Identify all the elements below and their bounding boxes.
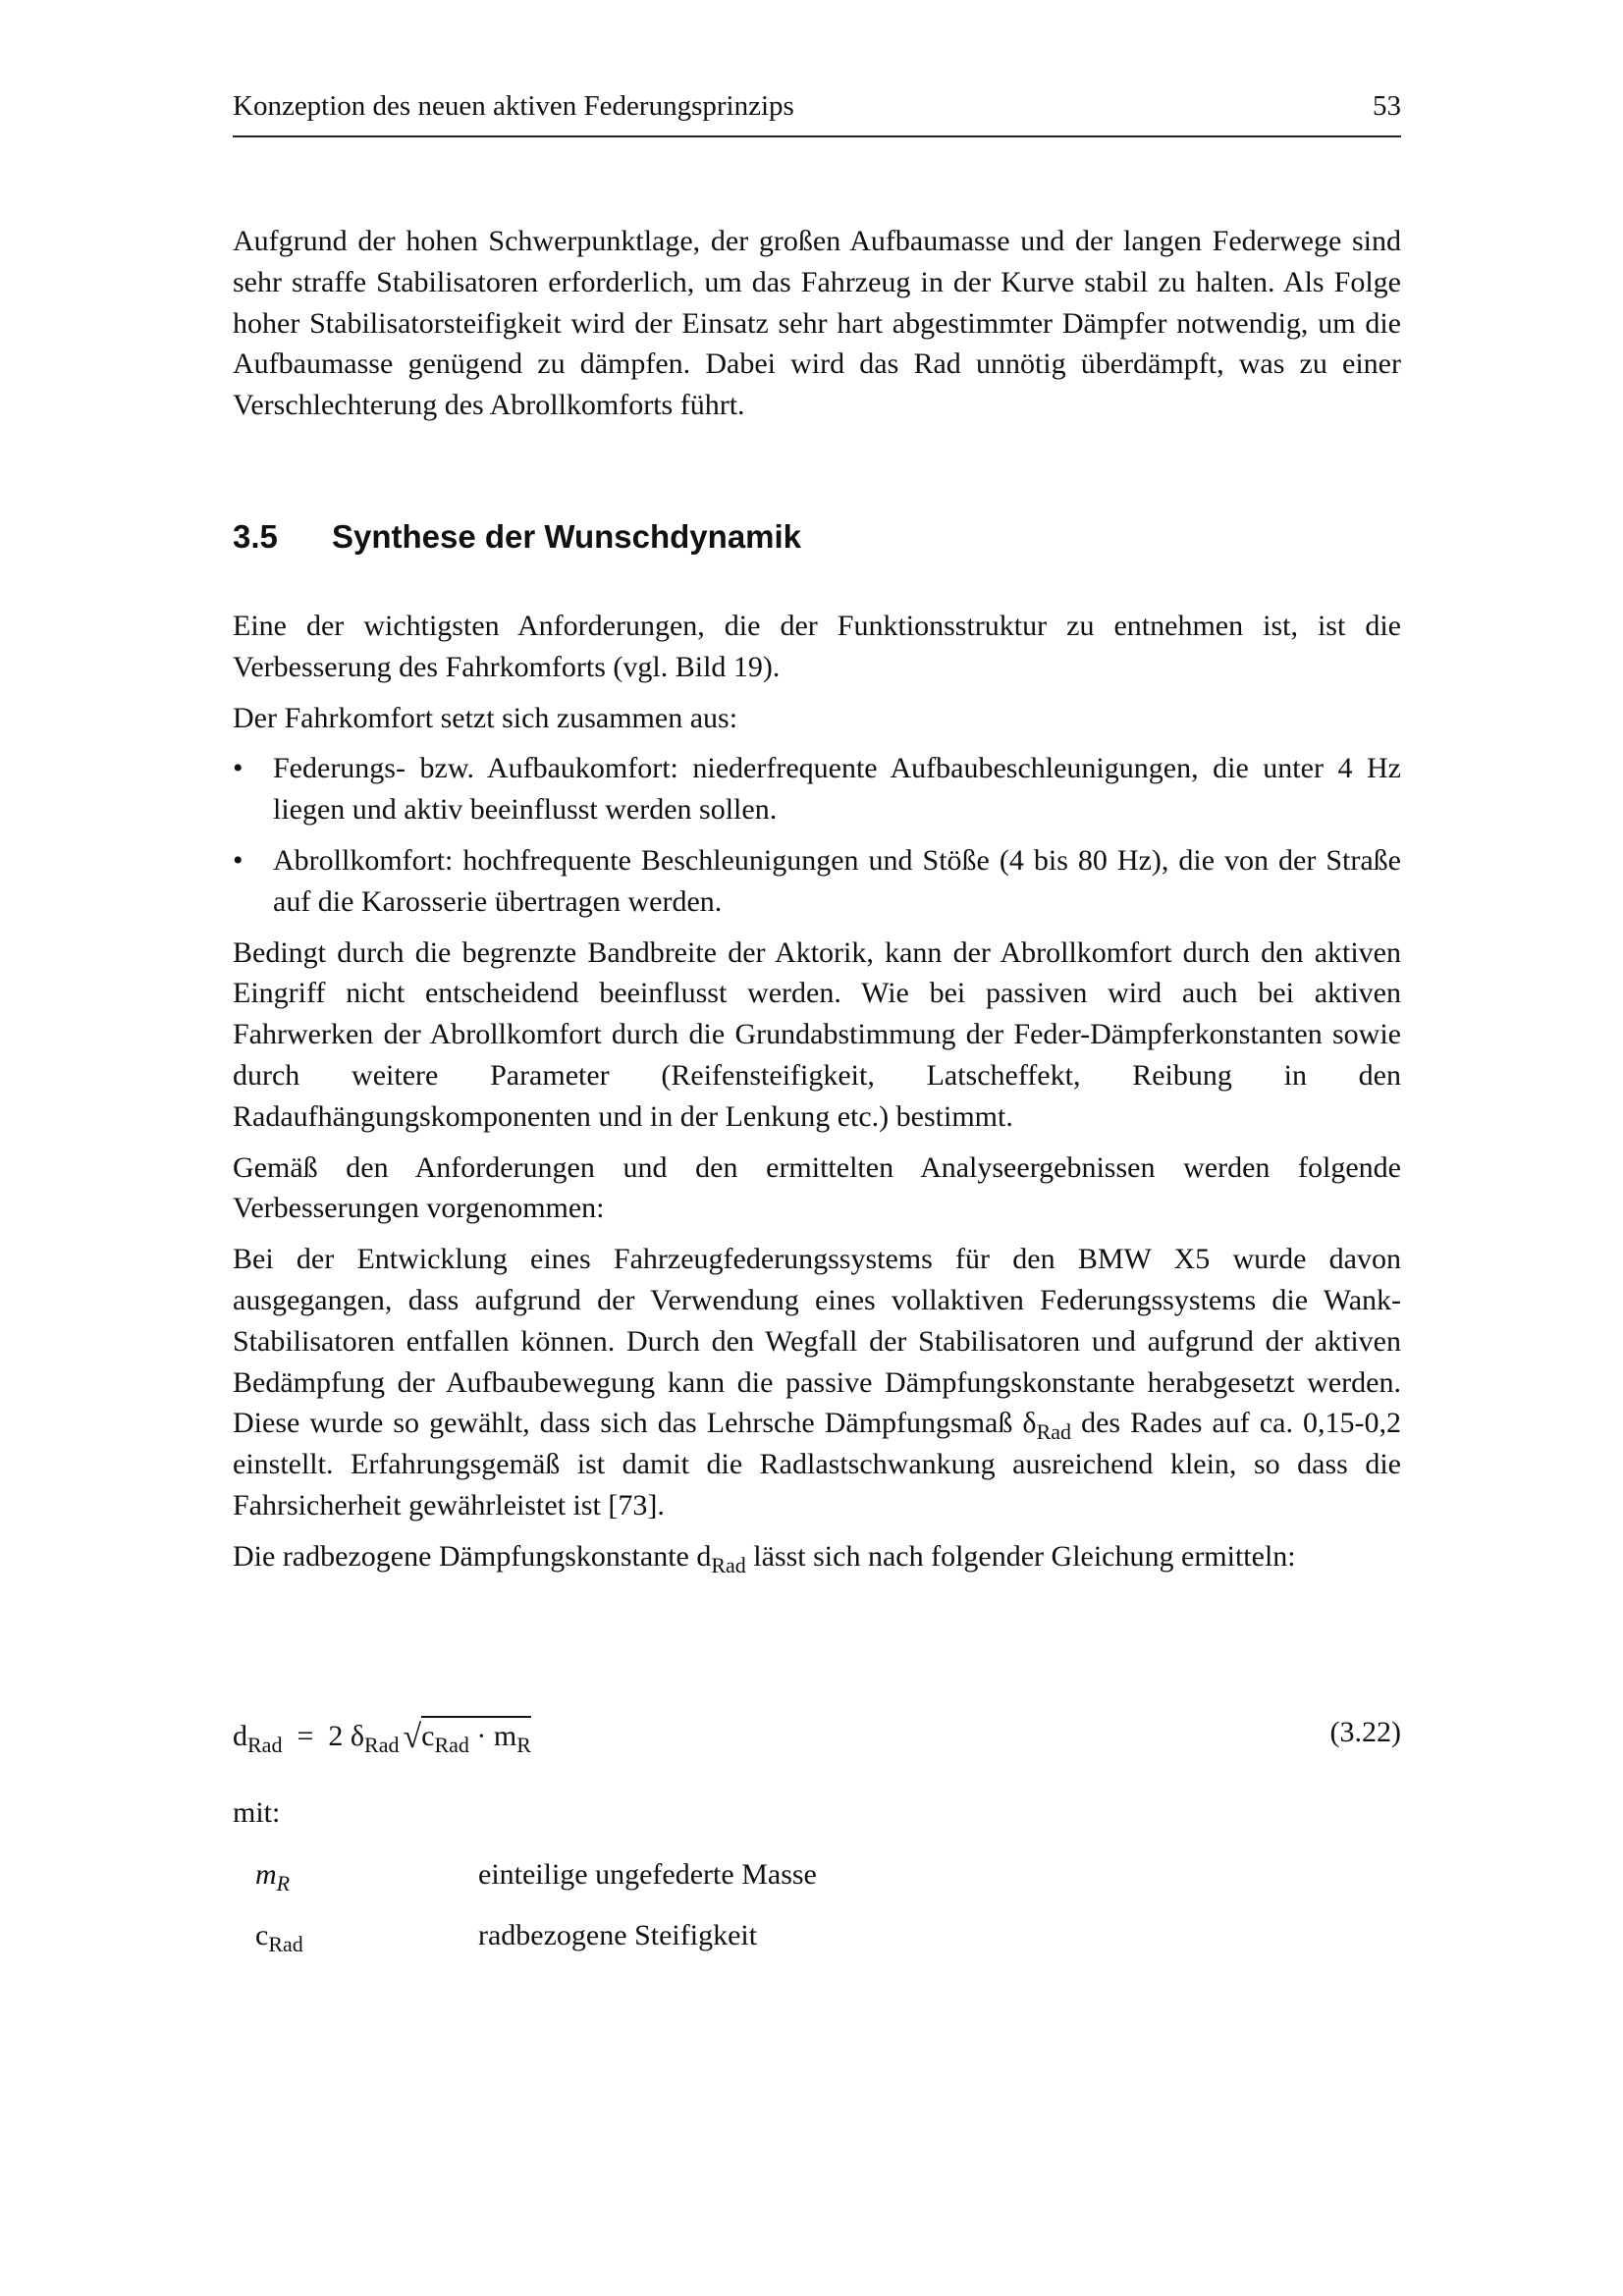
equation-body: [233, 1716, 531, 1757]
paragraph-1: Aufgrund der hohen Schwerpunktlage, der großen Aufbaumasse und der langen Federwege sind sehr straffe Stabilisatoren erforderlich, um das Fahrzeug in der Kurve stabil zu halten. Als Folge hoher Stabilisatorsteifigkeit wird der Einsatz sehr hart abgestimmter Dämpfer notwendig, um die Aufbaumasse genügend zu dämpfen. Dabei wird das Rad unnötig überdämpft, was zu einer Verschlechterung des Abrollkomforts führt.: [233, 225, 1401, 422]
header-title: Konzeption des neuen aktiven Federungsprinzips: [233, 90, 794, 122]
paragraph-7: [233, 1536, 1401, 1577]
paragraph-6: [233, 1239, 1401, 1526]
bullet-list: [233, 748, 1401, 922]
list-item: [233, 840, 1401, 923]
section-heading: [233, 518, 801, 556]
paragraph-7-text-end: lässt sich nach folgender Gleichung ermitteln:: [745, 1539, 1296, 1573]
eq-delta-subscript: Rad: [364, 1733, 400, 1757]
bullet-text: Federungs- bzw. Aufbaukomfort: niederfrequente Aufbaubeschleunigungen, die unter 4 Hz liegen und aktiv beeinflusst werden sollen.: [273, 752, 1401, 827]
paragraph-2: Eine der wichtigsten Anforderungen, die der Funktionsstruktur zu entnehmen ist, ist die Verbesserung des Fahrkomforts (vgl. Bild 19).: [233, 610, 1401, 683]
legend-symbol-sub: Rad: [268, 1932, 303, 1956]
eq-c-symbol: c: [421, 1720, 435, 1752]
legend-row: [255, 1919, 758, 1956]
eq-coefficient: 2: [328, 1720, 344, 1752]
legend-description: einteilige ungefederte Masse: [478, 1858, 817, 1891]
paragraph-5: Gemäß den Anforderungen und den ermittelten Analyseergebnissen werden folgende Verbesserungen vorgenommen:: [233, 1150, 1401, 1225]
running-header: [233, 90, 1401, 137]
bullet-text: Abrollkomfort: hochfrequente Beschleunigungen und Stöße (4 bis 80 Hz), die von der Straße auf die Karosserie übertragen werden.: [273, 843, 1401, 918]
list-item: [233, 748, 1401, 830]
paragraph-3: Der Fahrkomfort setzt sich zusammen aus:: [233, 701, 738, 734]
radical-icon: √: [403, 1719, 422, 1755]
delta-symbol: δ: [1022, 1407, 1037, 1440]
legend-description: radbezogene Steifigkeit: [478, 1919, 758, 1951]
eq-c-subscript: Rad: [434, 1733, 469, 1757]
mit-label: mit:: [233, 1796, 281, 1829]
d-subscript: Rad: [711, 1552, 746, 1577]
eq-m-subscript: R: [516, 1733, 531, 1757]
section-title: Synthese der Wunschdynamik: [332, 518, 802, 555]
eq-lhs-subscript: Rad: [247, 1733, 283, 1757]
legend-symbol-main: c: [255, 1919, 269, 1951]
legend-symbol: [255, 1858, 478, 1896]
paragraph-7-text: Die radbezogene Dämpfungskonstante: [233, 1539, 697, 1573]
legend-symbol-sub: R: [276, 1871, 291, 1896]
paragraph-4: Bedingt durch die begrenzte Bandbreite der Aktorik, kann der Abrollkomfort durch den aktiven Eingriff nicht entscheidend beeinflusst werden. Wie bei passiven wird auch bei aktiven Fahrwerken der Abrollkomfort durch die Grundabstimmung der Feder-Dämpferkonstanten sowie durch weitere Parameter (Reifensteifigkeit, Latscheffekt, Reibung in den Radaufhängungskomponenten und in der Lenkung etc.) bestimmt.: [233, 935, 1401, 1133]
eq-delta: δ: [350, 1720, 365, 1752]
bullet-icon: •: [233, 843, 243, 877]
legend-symbol: [255, 1919, 478, 1956]
body-block: [233, 606, 1401, 1577]
eq-dot: ·: [476, 1720, 487, 1752]
paragraph-6-text-end: des Rades auf ca. 0,15-0,2 einstellt. Erfahrungsgemäß ist damit die Radlastschwankung ausreichend klein, so dass die Fahrsicherheit gewährleistet ist [73].: [233, 1407, 1401, 1522]
legend-row: [255, 1858, 817, 1896]
radicand: [421, 1716, 531, 1757]
page-number: 53: [1373, 90, 1401, 122]
eq-equals: =: [297, 1720, 314, 1752]
square-root: [399, 1716, 531, 1757]
intro-block: [233, 221, 1401, 426]
section-number: 3.5: [233, 518, 278, 555]
eq-m-symbol: m: [493, 1720, 517, 1752]
equation-3-22: [233, 1716, 1401, 1775]
bullet-icon: •: [233, 752, 243, 785]
eq-lhs-symbol: d: [233, 1720, 247, 1752]
legend-symbol-main: m: [255, 1858, 277, 1891]
paragraph-6-text: Bei der Entwicklung eines Fahrzeugfederungssystems für den BMW X5 wurde davon ausgegangen, dass aufgrund der Verwendung eines vollaktiven Federungssystems die Wank-Stabilisatoren entfallen können. Durch den Wegfall der Stabilisatoren und aufgrund der aktiven Bedämpfung der Aufbaubewegung kann die passive Dämpfungskonstante herabgesetzt werden. Diese wurde so gewählt, dass sich das Lehrsche Dämpfungsmaß: [233, 1243, 1401, 1440]
d-symbol: d: [696, 1539, 712, 1573]
delta-subscript: Rad: [1036, 1419, 1072, 1445]
equation-number: (3.22): [1329, 1716, 1401, 1748]
